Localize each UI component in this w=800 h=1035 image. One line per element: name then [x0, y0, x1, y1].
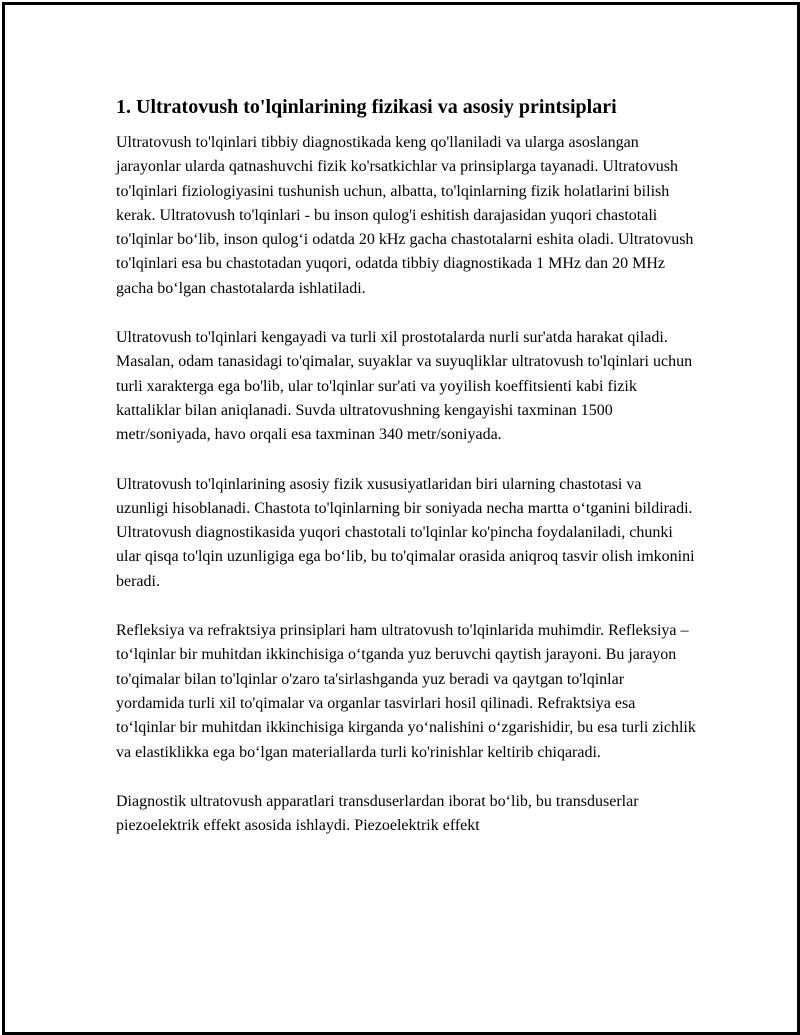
paragraph-reflection-refraction: Refleksiya va refraktsiya prinsiplari ham ultratovush to'lqinlarida muhimdir. Refleksiya – to‘lqinlar bir muhitdan ikkinchisiga o‘tganda yuz beruvchi qaytish jarayoni. Bu jarayon to'qimalar bilan to'lqinlar o'zaro ta'sirlashganda yuz beradi va qaytgan to'lqinlar yordamida turli xil to'qimalar va organlar tasvirlari hosil qilinadi. Refraktsiya esa to‘lqinlar bir muhitdan ikkinchisiga kirganda yo‘nalishini o‘zgarishidir, bu esa turli zichlik va elastiklikka ega bo‘lgan materiallarda turli ko'rinishlar keltirib chiqaradi. — [116, 622, 696, 761]
paragraph-frequency: Ultratovush to'lqinlarining asosiy fizik xususiyatlaridan biri ularning chastotasi va uzunligi hisoblanadi. Chastota to'lqinlarning bir soniyada necha martta o‘tganini bildiradi. Ultratovush diagnostikasida yuqori chastotali to'lqinlar ko'pincha foydalaniladi, chunki ular qisqa to'lqin uzunligiga ega bo‘lib, bu to'qimalar orasida aniqroq tasvir olish imkonini beradi. — [116, 475, 695, 590]
document-body — [116, 93, 696, 863]
paragraph-transducers: Diagnostik ultratovush apparatlari transduserlardan iborat bo‘lib, bu transduserlar piezoelektrik effekt asosida ishlaydi. Piezoelektrik effekt — [116, 792, 639, 835]
paragraph-propagation: Ultratovush to'lqinlari kengayadi va turli xil prostotalarda nurli sur'atda harakat qiladi. Masalan, odam tanasidagi to'qimalar, suyaklar va suyuqliklar ultratovush to'lqinlari uchun turli xarakterga ega bo'lib, ular to'lqinlar sur'ati va yoyilish koeffitsienti kabi fizik kattaliklar bilan aniqlanadi. Suvda ultratovushning kengayishi taxminan 1500 metr/soniyada, havo orqali esa taxminan 340 metr/soniyada. — [116, 329, 693, 444]
section-heading: 1. Ultratovush to'lqinlarining fizikasi va asosiy printsiplari — [116, 96, 617, 118]
paragraph-intro: Ultratovush to'lqinlari tibbiy diagnostikada keng qo'llaniladi va ularga asoslangan jarayonlar ularda qatnashuvchi fizik ko'rsatkichlar va prinsiplarga tayanadi. Ultratovush to'lqinlari fiziologiyasini tushunish uchun, albatta, to'lqinlarning fizik holatlarini bilish kerak. Ultratovush to'lqinlari - bu inson qulog'i eshitish darajasidan yuqori chastotali to'lqinlar bo‘lib, inson qulog‘i odatda 20 kHz gacha chastotalarni eshita oladi. Ultratovush to'lqinlari esa bu chastotadan yuqori, odatda tibbiy diagnostikada 1 MHz dan 20 MHz gacha bo‘lgan chastotalarda ishlatiladi. — [116, 134, 694, 297]
